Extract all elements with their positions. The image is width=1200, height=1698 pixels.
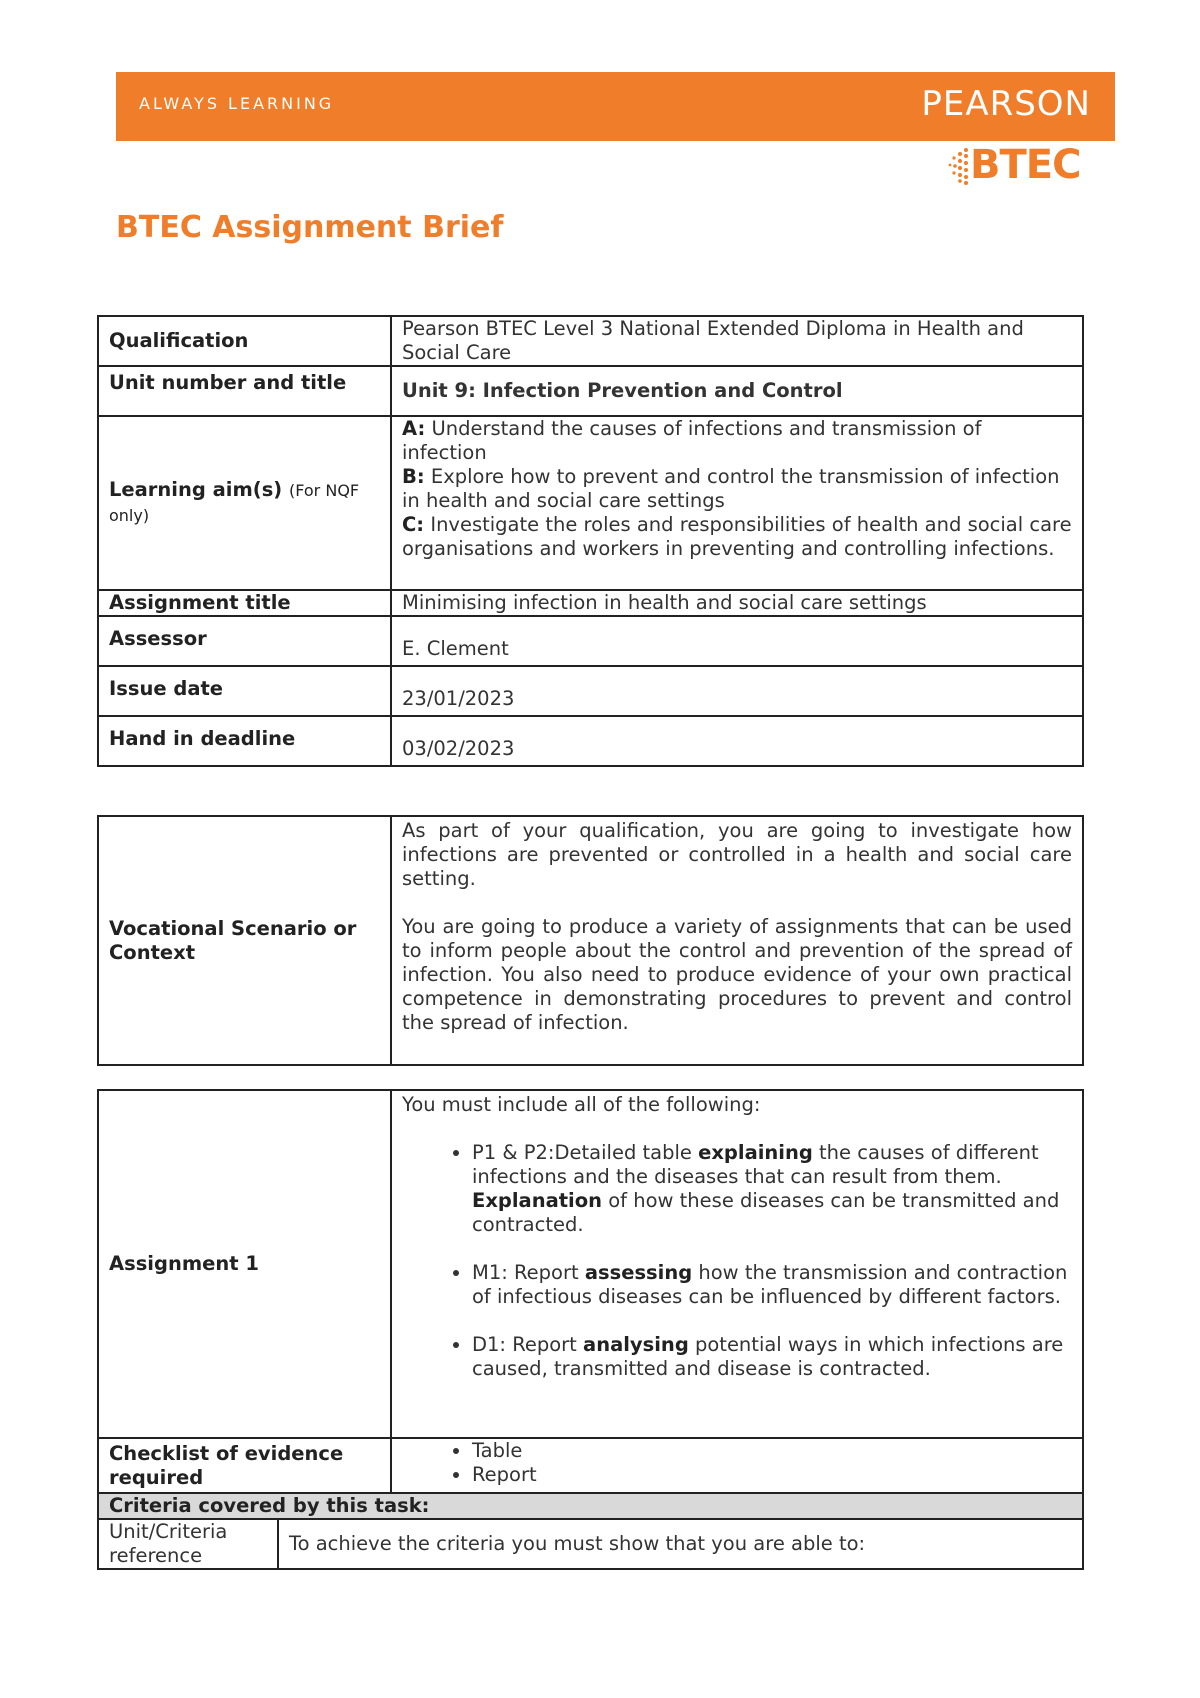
- issue-date-row: [98, 666, 1083, 716]
- issue-date-value: 23/01/2023: [391, 666, 1083, 716]
- assessor-value: E. Clement: [391, 616, 1083, 666]
- qualification-label: Qualification: [98, 316, 391, 366]
- assessor-label: Assessor: [98, 616, 391, 666]
- criteria-ref-row: [98, 1519, 1083, 1569]
- qualification-row: [98, 316, 1083, 366]
- checklist-item: • Table: [472, 1439, 1072, 1463]
- task-m1: • M1: Report assessing how the transmission and contraction of infectious diseases can be influenced by different factors.: [472, 1261, 1072, 1309]
- criteria-instruction: To achieve the criteria you must show that you are able to:: [278, 1519, 1083, 1569]
- learning-aim-a: A: Understand the causes of infections and transmission of infection: [402, 417, 982, 464]
- assessor-row: [98, 616, 1083, 666]
- unit-value: Unit 9: Infection Prevention and Control: [391, 366, 1083, 416]
- learning-aims-label: Learning aim(s): [109, 478, 283, 501]
- learning-aims-label-cell: [98, 416, 391, 590]
- task-d1: • D1: Report analysing potential ways in which infections are caused, transmitted and disease is contracted.: [472, 1333, 1072, 1381]
- assignment-title-value: Minimising infection in health and social care settings: [391, 590, 1083, 616]
- learning-aims-note: (For NQF only): [109, 481, 360, 525]
- assignment-intro: You must include all of the following:: [402, 1093, 761, 1116]
- assignment-tasks: [391, 1090, 1083, 1438]
- task-p1-p2: • P1 & P2:Detailed table explaining the causes of different infections and the diseases that can result from them. Explanation of how these diseases can be transmitted and contracted.: [472, 1141, 1072, 1237]
- learning-aim-b: B: Explore how to prevent and control the transmission of infection in health and social care settings: [402, 465, 1060, 512]
- checklist-list: [402, 1439, 1072, 1487]
- checklist-row: [98, 1438, 1083, 1493]
- qualification-value: Pearson BTEC Level 3 National Extended Diploma in Health and Social Care: [391, 316, 1083, 366]
- header-banner: [116, 72, 1115, 141]
- scenario-paragraph-1: As part of your qualification, you are going to investigate how infections are prevented or controlled in a health and social care setting.: [402, 819, 1072, 890]
- criteria-heading-row: [98, 1493, 1083, 1519]
- checklist-value: [391, 1438, 1083, 1493]
- checklist-label: Checklist of evidence required: [98, 1438, 391, 1493]
- task-list: [402, 1141, 1072, 1381]
- scenario-table: [97, 815, 1084, 1066]
- assignment-row: [98, 1090, 1083, 1438]
- unit-label: Unit number and title: [98, 366, 391, 416]
- deadline-value: 03/02/2023: [391, 716, 1083, 766]
- assignment-label: Assignment 1: [98, 1090, 391, 1438]
- tagline: ALWAYS LEARNING: [139, 94, 335, 113]
- unit-row: [98, 366, 1083, 416]
- scenario-label: Vocational Scenario or Context: [98, 816, 391, 1065]
- btec-logo: [946, 144, 1096, 190]
- issue-date-label: Issue date: [98, 666, 391, 716]
- assignment-title-label: Assignment title: [98, 590, 391, 616]
- scenario-value: [391, 816, 1083, 1065]
- learning-aims-value: [391, 416, 1083, 590]
- deadline-label: Hand in deadline: [98, 716, 391, 766]
- deadline-row: [98, 716, 1083, 766]
- btec-dots-icon: [946, 146, 972, 186]
- page-title: BTEC Assignment Brief: [116, 210, 504, 245]
- checklist-item: • Report: [472, 1463, 1072, 1487]
- scenario-row: [98, 816, 1083, 1065]
- btec-logo-text: BTEC: [970, 142, 1081, 188]
- learning-aims-row: [98, 416, 1083, 590]
- assignment-table: [97, 1089, 1084, 1570]
- learning-aim-c: C: Investigate the roles and responsibilities of health and social care organisations and workers in preventing and controlling infections.: [402, 513, 1072, 560]
- criteria-ref-label: Unit/Criteria reference: [98, 1519, 278, 1569]
- criteria-heading: Criteria covered by this task:: [98, 1493, 1083, 1519]
- details-table: [97, 315, 1084, 767]
- scenario-paragraph-2: You are going to produce a variety of assignments that can be used to inform people about the control and prevention of the spread of infection. You also need to produce evidence of your own practical competence in demonstrating procedures to prevent and control the spread of infection.: [402, 915, 1072, 1034]
- pearson-logo: PEARSON: [921, 84, 1091, 124]
- assignment-title-row: [98, 590, 1083, 616]
